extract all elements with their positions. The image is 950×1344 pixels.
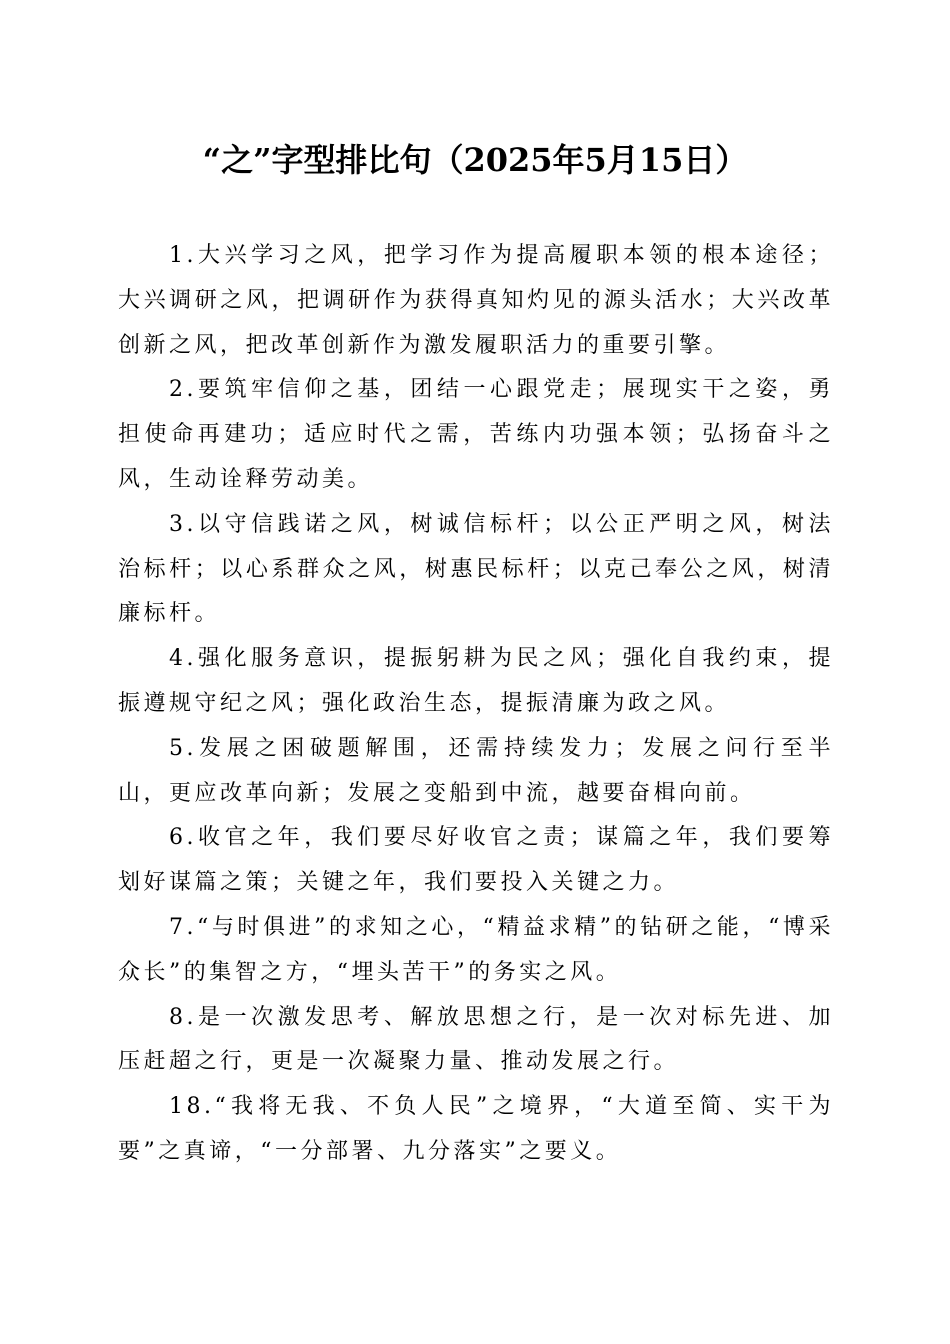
paragraph-2: 2.要筑牢信仰之基，团结一心跟党走；展现实干之姿，勇担使命再建功；适应时代之需，苦练内功强本领；弘扬奋斗之风，生动诠释劳动美。	[118, 377, 834, 492]
document-body	[118, 234, 834, 1175]
paragraph-7: 7.“与时俱进”的求知之心，“精益求精”的钻研之能，“博采众长”的集智之方，“埋头苦干”的务实之风。	[118, 914, 834, 985]
paragraph-8: 8.是一次激发思考、解放思想之行，是一次对标先进、加压赶超之行，更是一次凝聚力量、推动发展之行。	[118, 1004, 834, 1075]
document-title: “之”字型排比句（2025年5月15日）	[202, 141, 748, 179]
paragraph-6: 6.收官之年，我们要尽好收官之责；谋篇之年，我们要筹划好谋篇之策；关键之年，我们要投入关键之力。	[118, 825, 834, 896]
paragraph-5: 5.发展之困破题解围，还需持续发力；发展之问行至半山，更应改革向新；发展之变船到中流，越要奋楫向前。	[118, 735, 834, 806]
paragraph-4: 4.强化服务意识，提振躬耕为民之风；强化自我约束，提振遵规守纪之风；强化政治生态，提振清廉为政之风。	[118, 646, 834, 716]
paragraph-1: 1.大兴学习之风，把学习作为提高履职本领的根本途径；大兴调研之风，把调研作为获得真知灼见的源头活水；大兴改革创新之风，把改革创新作为激发履职活力的重要引擎。	[118, 243, 834, 358]
paragraph-18: 18.“我将无我、不负人民”之境界，“大道至简、实干为要”之真谛，“一分部署、九分落实”之要义。	[118, 1094, 834, 1164]
paragraph-3: 3.以守信践诺之风，树诚信标杆；以公正严明之风，树法治标杆；以心系群众之风，树惠民标杆；以克己奉公之风，树清廉标杆。	[118, 511, 834, 627]
